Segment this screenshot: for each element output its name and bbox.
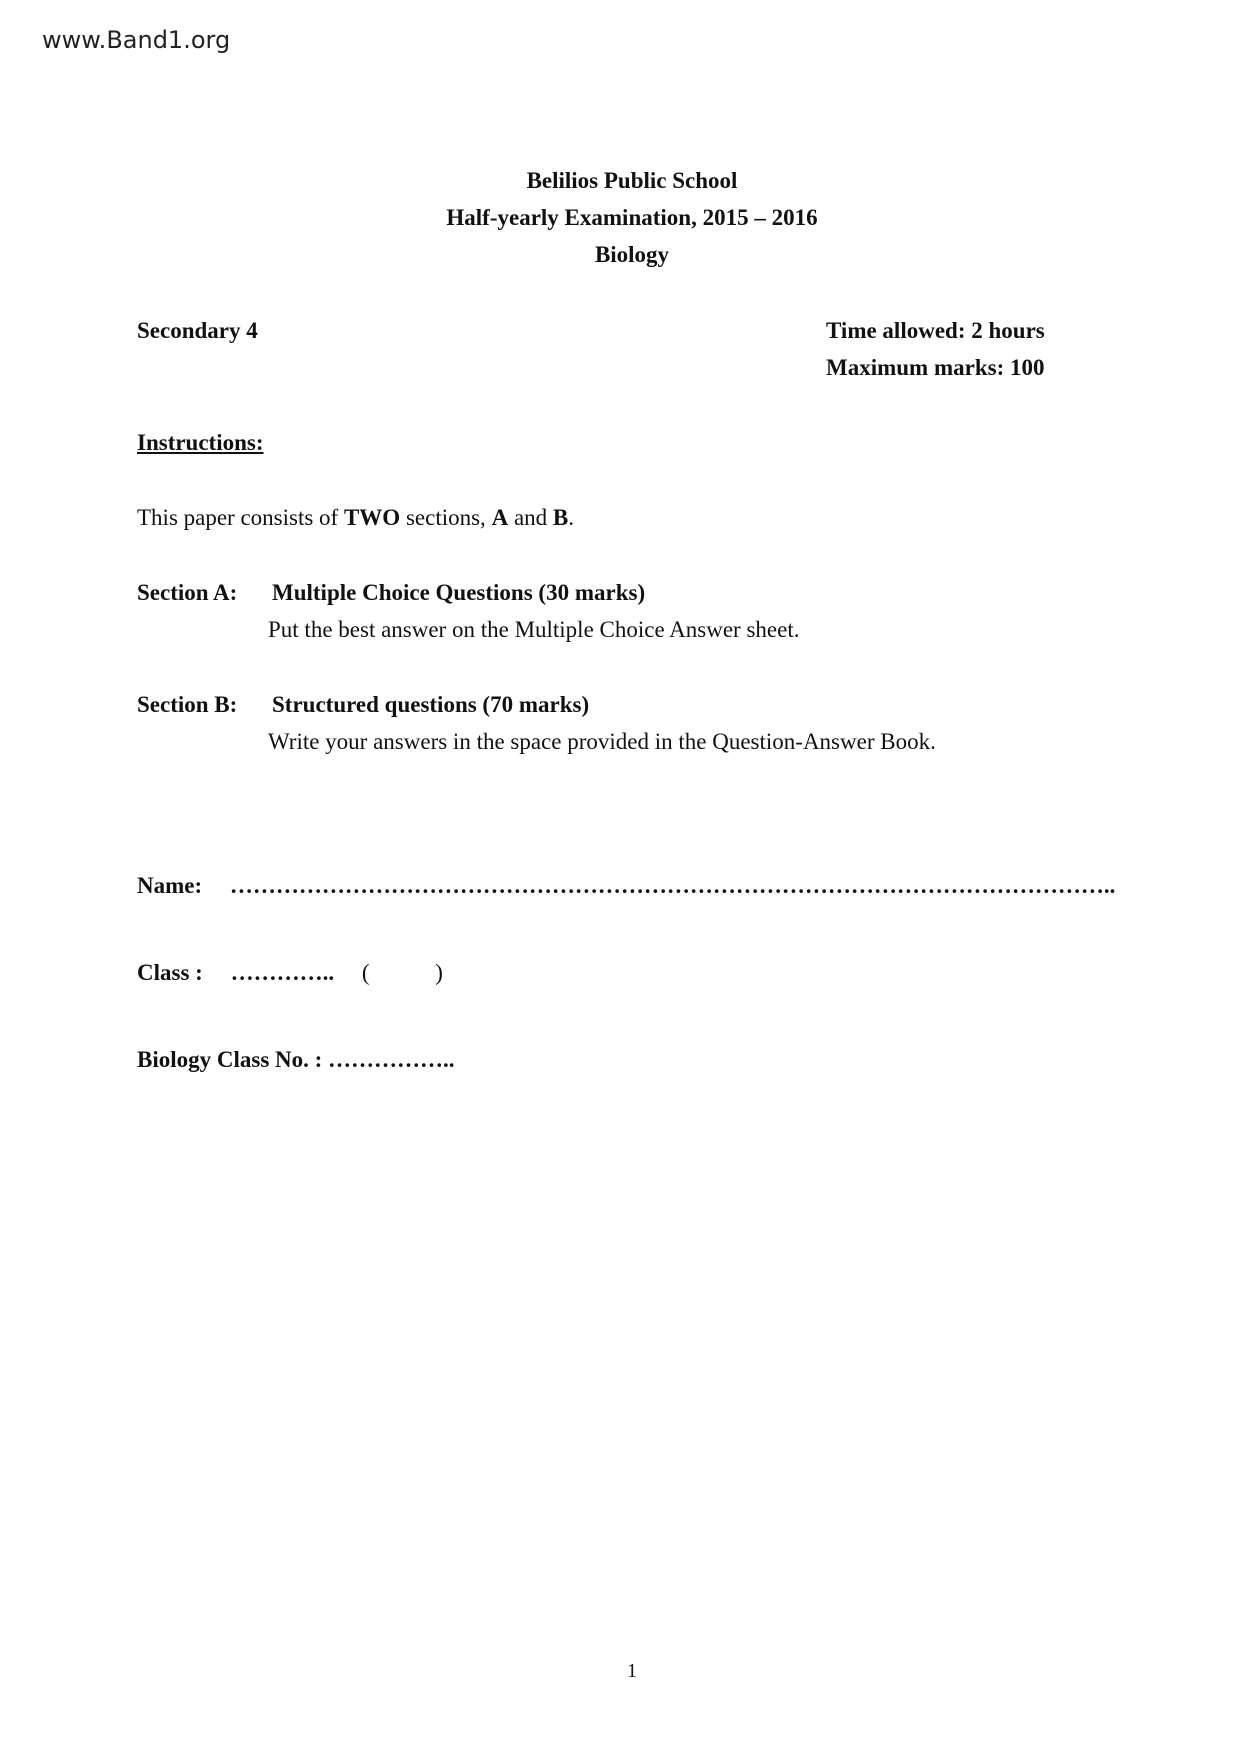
section-a-title: Multiple Choice Questions (30 marks): [272, 580, 646, 605]
intro-emphasis-b: B: [552, 505, 569, 530]
biology-class-number-field: [137, 1047, 455, 1073]
name-field: [137, 873, 1115, 899]
instructions-intro: [137, 505, 574, 531]
class-number-close-paren: ): [435, 960, 443, 985]
class-level: Secondary 4: [137, 318, 258, 343]
section-a-heading: [137, 580, 645, 606]
section-a-label: Section A:: [137, 580, 238, 605]
intro-text: sections,: [400, 505, 492, 530]
name-label: Name:: [137, 873, 203, 898]
time-allowed: Time allowed: 2 hours: [826, 318, 1045, 343]
biology-class-number-label: Biology Class No. :: [137, 1047, 323, 1072]
class-blank: …………..: [230, 960, 335, 985]
exam-title: Half-yearly Examination, 2015 – 2016: [446, 205, 818, 230]
biology-class-number-blank: ……………..: [328, 1047, 455, 1072]
intro-text: and: [508, 505, 553, 530]
section-b-heading: [137, 692, 589, 718]
intro-text: .: [568, 505, 574, 530]
section-b-detail: Write your answers in the space provided in the Question-Answer Book.: [268, 729, 936, 754]
subject-title: Biology: [594, 242, 670, 267]
intro-emphasis-a: A: [491, 505, 509, 530]
intro-emphasis-two: TWO: [343, 505, 401, 530]
intro-text: This paper consists of: [137, 505, 344, 530]
name-blank: ……………………………………………………………………………………………………..: [229, 873, 1116, 898]
instructions-heading: Instructions:: [137, 430, 264, 455]
section-b-label: Section B:: [137, 692, 238, 717]
class-field: [137, 960, 443, 986]
class-label: Class :: [137, 960, 203, 985]
class-number-open-paren: (: [361, 960, 370, 985]
school-name: Belilios Public School: [526, 168, 738, 193]
maximum-marks: Maximum marks: 100: [826, 355, 1045, 380]
section-a-detail: Put the best answer on the Multiple Choice Answer sheet.: [268, 617, 800, 642]
section-b-title: Structured questions (70 marks): [272, 692, 590, 717]
page-number: 1: [627, 1660, 637, 1682]
watermark: www.Band1.org: [42, 26, 231, 54]
